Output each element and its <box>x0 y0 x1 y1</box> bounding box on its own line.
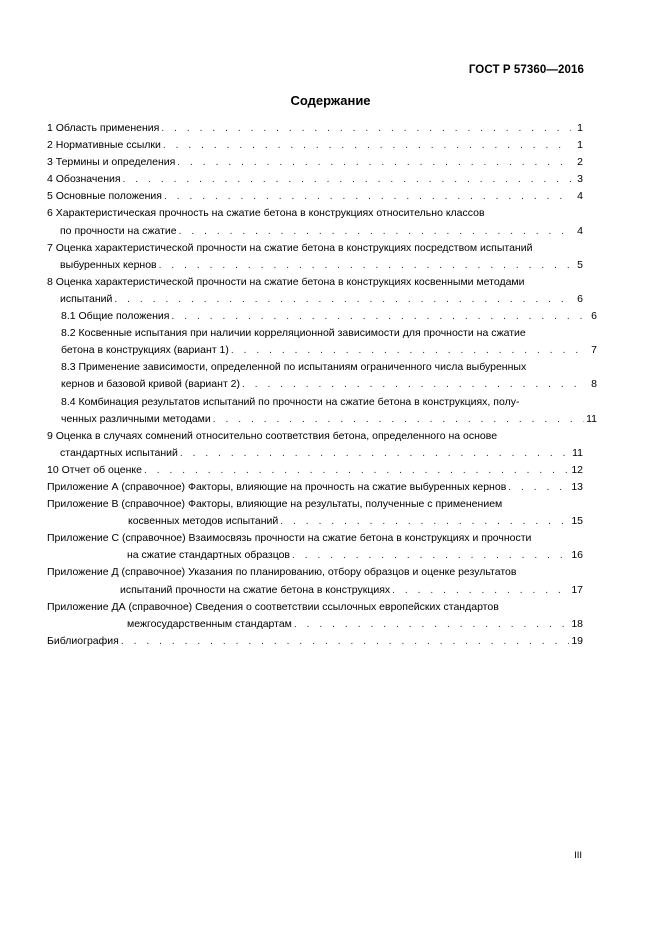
toc-page-number: 7 <box>591 344 597 357</box>
toc-entry-text: Приложение А (справочное) Факторы, влияющие на прочность на сжатие выбуренных кернов <box>47 480 507 493</box>
toc-entry-8-3[interactable] <box>47 359 597 393</box>
dot-leader <box>392 582 569 599</box>
toc-page-number: 3 <box>577 173 583 186</box>
toc-page-number: 4 <box>577 190 583 203</box>
toc-entry-8-2[interactable] <box>47 325 597 359</box>
toc-entry-text: 2 Нормативные ссылки <box>47 139 161 152</box>
toc-page-number: 12 <box>571 463 583 476</box>
toc-entry-text: кернов и базовой кривой (вариант 2) <box>61 378 241 391</box>
toc-page-number: 17 <box>571 583 583 596</box>
table-of-contents <box>47 120 597 650</box>
dot-leader <box>292 547 569 564</box>
toc-entry-text: 8.2 Косвенные испытания при наличии корреляционной зависимости для прочности на сжатие <box>61 327 526 340</box>
toc-entry-text: межгосударственным стандартам <box>127 617 292 630</box>
dot-leader <box>114 291 571 308</box>
dot-leader <box>231 342 585 359</box>
dot-leader <box>508 479 569 496</box>
toc-entry-text: ченных различными методами <box>61 412 211 425</box>
dot-leader <box>121 633 569 650</box>
dot-leader <box>159 257 571 274</box>
toc-entry-text: Приложение ДА (справочное) Сведения о соответствии ссылочных европейских стандартов <box>47 600 499 613</box>
toc-page-number: 18 <box>571 617 583 630</box>
toc-entry-text: испытаний <box>60 292 113 305</box>
toc-page-number: 6 <box>577 292 583 305</box>
toc-entry-8-4[interactable] <box>47 394 597 428</box>
toc-entry-text: 7 Оценка характеристической прочности на сжатие бетона в конструкциях посредством испытаний <box>47 241 533 254</box>
toc-page-number: 6 <box>591 310 597 323</box>
toc-entry-text: 10 Отчет об оценке <box>47 463 142 476</box>
toc-page-number: 19 <box>571 634 583 647</box>
toc-entry-9[interactable] <box>47 428 583 462</box>
dot-leader <box>213 411 584 428</box>
dot-leader <box>180 445 570 462</box>
toc-entry-text: стандартных испытаний <box>60 446 178 459</box>
toc-entry-appendix-b[interactable] <box>47 496 583 530</box>
toc-page-number: 11 <box>586 412 597 425</box>
toc-entry-text: Приложение Д (справочное) Указания по планированию, отбору образцов и оценке результатов <box>47 566 517 579</box>
dot-leader <box>179 223 571 240</box>
toc-page-number: 16 <box>571 549 583 562</box>
toc-entry-10[interactable] <box>47 462 583 479</box>
toc-entry-8[interactable] <box>47 274 583 308</box>
toc-page-number: 5 <box>577 258 583 271</box>
toc-entry-text: Библиография <box>47 634 119 647</box>
dot-leader <box>294 616 569 633</box>
toc-entry-text: по прочности на сжатие <box>60 224 177 237</box>
page-number: III <box>574 850 582 861</box>
toc-page-number: 8 <box>591 378 597 391</box>
toc-page-number: 15 <box>571 515 583 528</box>
toc-entry-text: косвенных методов испытаний <box>128 515 279 528</box>
toc-page-number: 1 <box>577 122 583 134</box>
toc-page-number: 11 <box>572 446 583 459</box>
toc-entry-bibliography[interactable] <box>47 633 583 650</box>
toc-entry-text: 8.3 Применение зависимости, определенной по испытаниям ограниченного числа выбуренных <box>61 361 527 374</box>
toc-entry-appendix-d[interactable] <box>47 564 583 598</box>
dot-leader <box>163 137 571 154</box>
toc-entry-text: 5 Основные положения <box>47 190 162 203</box>
toc-entry-5[interactable] <box>47 188 583 205</box>
toc-entry-8-1[interactable] <box>47 308 597 325</box>
dot-leader <box>171 308 585 325</box>
dot-leader <box>164 188 571 205</box>
toc-entry-text: Приложение С (справочное) Взаимосвязь прочности на сжатие бетона в конструкциях и прочности <box>47 532 532 545</box>
dot-leader <box>123 171 571 188</box>
toc-entry-text: 6 Характеристическая прочность на сжатие бетона в конструкциях относительно классов <box>47 207 485 220</box>
toc-page-number: 13 <box>571 480 583 493</box>
toc-entry-4[interactable] <box>47 171 583 188</box>
toc-entry-appendix-da[interactable] <box>47 599 583 633</box>
dot-leader <box>161 120 571 137</box>
toc-entry-appendix-c[interactable] <box>47 530 583 564</box>
toc-entry-text: 8.1 Общие положения <box>61 310 170 323</box>
toc-entry-text: 9 Оценка в случаях сомнений относительно соответствия бетона, определенного на основе <box>47 429 498 442</box>
dot-leader <box>177 154 571 171</box>
page-title: Содержание <box>290 93 371 108</box>
dot-leader <box>242 376 585 393</box>
toc-entry-text: 8.4 Комбинация результатов испытаний по прочности на сжатие бетона в конструкциях, полу- <box>61 395 520 408</box>
toc-entry-text: испытаний прочности на сжатие бетона в конструкциях <box>120 583 391 596</box>
toc-entry-6[interactable] <box>47 205 583 239</box>
toc-entry-7[interactable] <box>47 240 583 274</box>
toc-entry-text: 3 Термины и определения <box>47 156 176 169</box>
toc-entry-text: на сжатие стандартных образцов <box>127 549 291 562</box>
standard-designation: ГОСТ Р 57360—2016 <box>468 64 584 76</box>
toc-entry-1[interactable] <box>47 120 583 137</box>
dot-leader <box>280 513 569 530</box>
toc-entry-text: 4 Обозначения <box>47 173 121 186</box>
toc-entry-2[interactable] <box>47 137 583 154</box>
toc-entry-text: выбуренных кернов <box>60 258 157 271</box>
toc-entry-text: бетона в конструкциях (вариант 1) <box>61 344 229 357</box>
toc-entry-text: 8 Оценка характеристической прочности на сжатие бетона в конструкциях косвенными методами <box>47 275 525 288</box>
toc-page-number: 4 <box>577 224 583 237</box>
dot-leader <box>144 462 569 479</box>
toc-page-number: 1 <box>577 139 583 152</box>
toc-entry-appendix-a[interactable] <box>47 479 583 496</box>
toc-entry-3[interactable] <box>47 154 583 171</box>
toc-page-number: 2 <box>577 156 583 169</box>
toc-entry-text: Приложение В (справочное) Факторы, влияющие на результаты, полученные с применением <box>47 498 503 511</box>
toc-entry-text: 1 Область применения <box>47 122 160 134</box>
